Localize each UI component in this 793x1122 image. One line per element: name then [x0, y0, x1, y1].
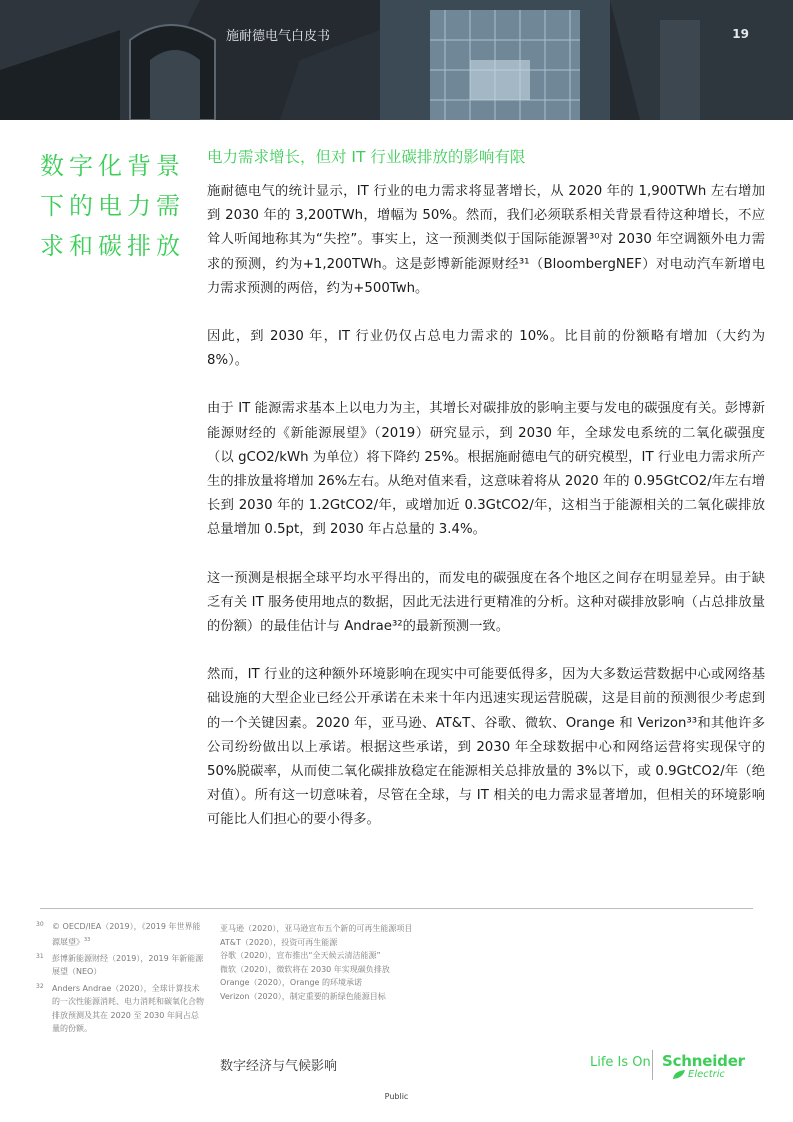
footnote-text: © OECD/IEA（2019），《2019 年世界能源展望》 [52, 922, 201, 947]
section-title [40, 146, 190, 266]
footnotes-right [220, 922, 520, 1004]
footnote-number: 31 [36, 952, 44, 960]
document-title: 施耐德电气白皮书 [226, 29, 331, 44]
leaf-icon [672, 1069, 686, 1080]
footnote [36, 952, 206, 979]
footnote-line: 亚马逊（2020），亚马逊宣布五个新的可再生能源项目 [220, 924, 413, 933]
footnote-number: 32 [36, 982, 44, 990]
subheading: 电力需求增长，但对 IT 行业碳排放的影响有限 [207, 148, 526, 166]
footnote-line: Orange（2020），Orange 的环境承诺 [220, 978, 363, 988]
footer-title: 数字经济与气候影响 [220, 1059, 338, 1074]
building-photo [0, 0, 793, 120]
electric-logo-text: Electric [688, 1069, 726, 1080]
paragraph: 施耐德电气的统计显示，IT 行业的电力需求将显著增长，从 2020 年的 1,900TWh 左右增加到 2030 年的 3,200TWh，增幅为 50%。然而，我们必须联系相关背景看待这种增长，不应耸人听闻地称其为“失控”。事实上，这一预测类似于国际能源署³⁰对 2030 年空调额外电力需求的预测，约为+1,200TWh。这是彭博新能源财经³¹（BloombergNEF）对电动汽车新增电力需求预测的两倍，约为+500Twh。 [207, 184, 765, 296]
footnote-line: 微软（2020），微软将在 2030 年实现碳负排放 [220, 964, 390, 974]
section-title-line: 下的电力需 [40, 192, 185, 220]
footnote-text: Anders Andrae（2020），全球计算技术的一次性能源消耗、电力消耗和碳氧化合物排放预测及其在 2020 至 2030 年间占总量的份额。 [52, 983, 204, 1034]
section-title-line: 求和碳排放 [40, 232, 185, 260]
footnote [36, 982, 206, 1036]
life-is-on-tagline: Life Is On [590, 1055, 651, 1070]
paragraph: 由于 IT 能源需求基本上以电力为主，其增长对碳排放的影响主要与发电的碳强度有关。彭博新能源财经的《新能源展望》（2019）研究显示，到 2030 年，全球发电系统的二氧化碳强度（以 gCO2/kWh 为单位）将下降约 25%。根据施耐德电气的研究模型，IT 行业电力需求所产生的排放量将增加 26%左右。从绝对值来看，这意味着将从 2020 年的 0.95GtCO2/年左右增长到 2030 年的 1.2GtCO2/年，或增加近 0.3GtCO2/年，这相当于能源相关的二氧化碳排放总量增加 0.5pt，到 2030 年占总量的 3.4%。 [207, 401, 765, 538]
footnote [36, 920, 206, 949]
paragraph: 然而，IT 行业的这种额外环境影响在现实中可能要低得多，因为大多数运营数据中心或网络基础设施的大型企业已经公开承诺在未来十年内迅速实现运营脱碳，这是目前的预测很少考虑到的一个关键因素。2020 年，亚马逊、AT&T、谷歌、微软、Orange 和 Verizon³³和其他许多公司纷纷做出以上承诺。根据这些承诺，到 2030 年全球数据中心和网络运营将实现保守的 50%脱碳率，从而使二氧化碳排放稳定在能源相关总排放量的 3%以下，或 0.9GtCO2/年（绝对值）。所有这一切意味着，尽管在全球，与 IT 相关的电力需求显著增加，但相关的环境影响可能比人们担心的要小得多。 [207, 667, 765, 828]
footnote-line: Verizon（2020），制定重要的新绿色能源目标 [220, 991, 386, 1001]
paragraph: 这一预测是根据全球平均水平得出的，而发电的碳强度在各个地区之间存在明显差异。由于缺乏有关 IT 服务使用地点的数据，因此无法进行更精准的分析。这种对碳排放影响（占总排放量的份额）的最佳估计与 Andrae³²的最新预测一致。 [207, 570, 765, 635]
schneider-logo: Schneider [662, 1052, 745, 1070]
footnote-ref: 33 [84, 936, 91, 943]
classification-label: Public [384, 1092, 409, 1101]
footnote-line: AT&T（2020），投资可再生能源 [220, 937, 338, 947]
body-text [207, 180, 765, 857]
footnotes-left [36, 920, 206, 1039]
footnote-text: 彭博新能源财经（2019），2019 年新能源展望（NEO） [52, 953, 204, 977]
paragraph: 因此，到 2030 年，IT 行业仍仅占总电力需求的 10%。比目前的份额略有增加（大约为 8%）。 [207, 329, 765, 369]
logo-separator [652, 1050, 653, 1080]
page-number: 19 [732, 27, 749, 41]
section-title-line: 数字化背景 [40, 152, 185, 180]
header-banner-image [0, 0, 793, 120]
footnote-divider [40, 908, 753, 909]
footnote-number: 30 [36, 921, 44, 928]
footnote-line: 谷歌（2020），宣布推出“全天候云清洁能源” [220, 951, 381, 961]
